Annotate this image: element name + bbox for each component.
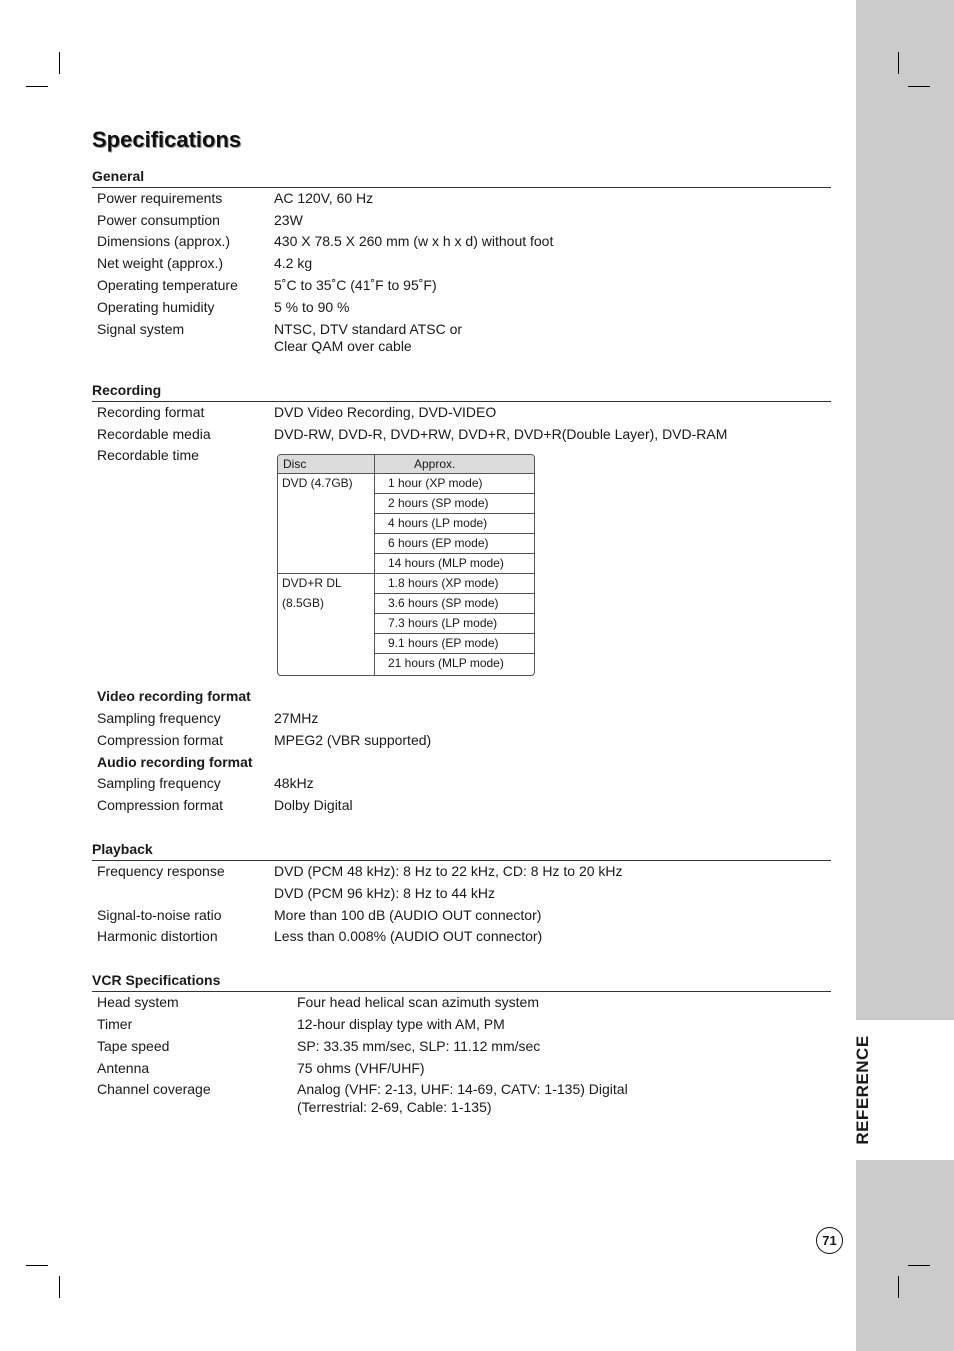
table-time-cell: 3.6 hours (SP mode): [388, 596, 499, 610]
spec-label: Power requirements: [97, 190, 223, 206]
spec-value-continued: (Terrestrial: 2-69, Cable: 1-135): [297, 1099, 492, 1115]
crop-mark: [59, 52, 60, 74]
spec-label: Sampling frequency: [97, 710, 221, 726]
section-heading-general: General: [92, 168, 145, 184]
spec-value: Analog (VHF: 2-13, UHF: 14-69, CATV: 1-135) Digital: [297, 1081, 628, 1097]
spec-value: 48kHz: [274, 775, 314, 791]
spec-label: Compression format: [97, 732, 224, 748]
table-time-cell: 1.8 hours (XP mode): [388, 576, 499, 590]
spec-value: 12-hour display type with AM, PM: [297, 1016, 505, 1032]
spec-label: Timer: [97, 1016, 133, 1032]
crop-mark: [59, 1276, 60, 1298]
spec-value: Four head helical scan azimuth system: [297, 994, 539, 1010]
spec-value-continued: DVD (PCM 96 kHz): 8 Hz to 44 kHz: [274, 885, 495, 901]
crop-mark: [908, 1265, 930, 1266]
spec-label: Compression format: [97, 797, 224, 813]
spec-label: Operating humidity: [97, 299, 215, 315]
table-disc-cell: DVD (4.7GB): [282, 476, 353, 490]
table-time-cell: 6 hours (EP mode): [388, 536, 489, 550]
table-time-cell: 14 hours (MLP mode): [388, 556, 504, 570]
spec-value: 5 % to 90 %: [274, 299, 350, 315]
spec-label: Antenna: [97, 1060, 150, 1076]
spec-label: Recording format: [97, 404, 205, 420]
spec-value: NTSC, DTV standard ATSC or: [274, 321, 463, 337]
section-rule: [92, 187, 831, 188]
page-title: Specifications: [92, 127, 242, 152]
table-time-cell: 9.1 hours (EP mode): [388, 636, 499, 650]
table-column-divider: [374, 455, 375, 675]
crop-mark: [898, 1276, 899, 1298]
crop-mark: [908, 86, 930, 87]
spec-value: 75 ohms (VHF/UHF): [297, 1060, 425, 1076]
spec-label: Operating temperature: [97, 277, 238, 293]
crop-mark: [26, 86, 48, 87]
spec-value: DVD (PCM 48 kHz): 8 Hz to 22 kHz, CD: 8 Hz to 20 kHz: [274, 863, 623, 879]
spec-label: Power consumption: [97, 212, 220, 228]
spec-value: SP: 33.35 mm/sec, SLP: 11.12 mm/sec: [297, 1038, 541, 1054]
spec-label: Frequency response: [97, 863, 225, 879]
spec-label: Signal system: [97, 321, 185, 337]
spec-value: DVD-RW, DVD-R, DVD+RW, DVD+R, DVD+R(Double Layer), DVD-RAM: [274, 426, 728, 442]
page-number: 71: [816, 1227, 843, 1254]
spec-label: Recordable time: [97, 447, 199, 463]
table-disc-capacity: (8.5GB): [282, 596, 325, 610]
table-time-cell: 2 hours (SP mode): [388, 496, 489, 510]
section-rule: [92, 860, 831, 861]
spec-label: Harmonic distortion: [97, 928, 218, 944]
spec-value: 23W: [274, 212, 303, 228]
spec-value: Dolby Digital: [274, 797, 353, 813]
table-header-disc: Disc: [283, 457, 307, 471]
table-time-cell: 21 hours (MLP mode): [388, 656, 504, 670]
section-heading-vcr: VCR Specifications: [92, 972, 221, 988]
section-rule: [92, 401, 831, 402]
spec-value: DVD Video Recording, DVD-VIDEO: [274, 404, 497, 420]
table-time-cell: 7.3 hours (LP mode): [388, 616, 498, 630]
spec-label: Sampling frequency: [97, 775, 221, 791]
section-heading-recording: Recording: [92, 382, 162, 398]
spec-value: AC 120V, 60 Hz: [274, 190, 374, 206]
spec-value-continued: Clear QAM over cable: [274, 338, 412, 354]
recordable-time-table: [277, 454, 535, 676]
spec-value: Less than 0.008% (AUDIO OUT connector): [274, 928, 543, 944]
spec-label: Net weight (approx.): [97, 255, 224, 271]
spec-label: Head system: [97, 994, 179, 1010]
spec-value: MPEG2 (VBR supported): [274, 732, 432, 748]
section-heading-playback: Playback: [92, 841, 153, 857]
spec-value: More than 100 dB (AUDIO OUT connector): [274, 907, 542, 923]
section-rule: [92, 991, 831, 992]
spec-value: 27MHz: [274, 710, 319, 726]
spec-label: Channel coverage: [97, 1081, 211, 1097]
table-disc-cell: DVD+R DL: [282, 576, 342, 590]
table-time-cell: 1 hour (XP mode): [388, 476, 483, 490]
subheading-audio-format: Audio recording format: [97, 754, 253, 770]
spec-value: 5˚C to 35˚C (41˚F to 95˚F): [274, 277, 437, 293]
table-header-approx: Approx.: [414, 457, 456, 471]
spec-label: Dimensions (approx.): [97, 233, 231, 249]
table-time-cell: 4 hours (LP mode): [388, 516, 488, 530]
spec-label: Tape speed: [97, 1038, 170, 1054]
crop-mark: [26, 1265, 48, 1266]
spec-value: 4.2 kg: [274, 255, 313, 271]
spec-label: Signal-to-noise ratio: [97, 907, 222, 923]
subheading-video-format: Video recording format: [97, 688, 251, 704]
table-header-row: [278, 455, 534, 474]
spec-value: 430 X 78.5 X 260 mm (w x h x d) without foot: [274, 233, 554, 249]
spec-label: Recordable media: [97, 426, 211, 442]
crop-mark: [898, 52, 899, 74]
